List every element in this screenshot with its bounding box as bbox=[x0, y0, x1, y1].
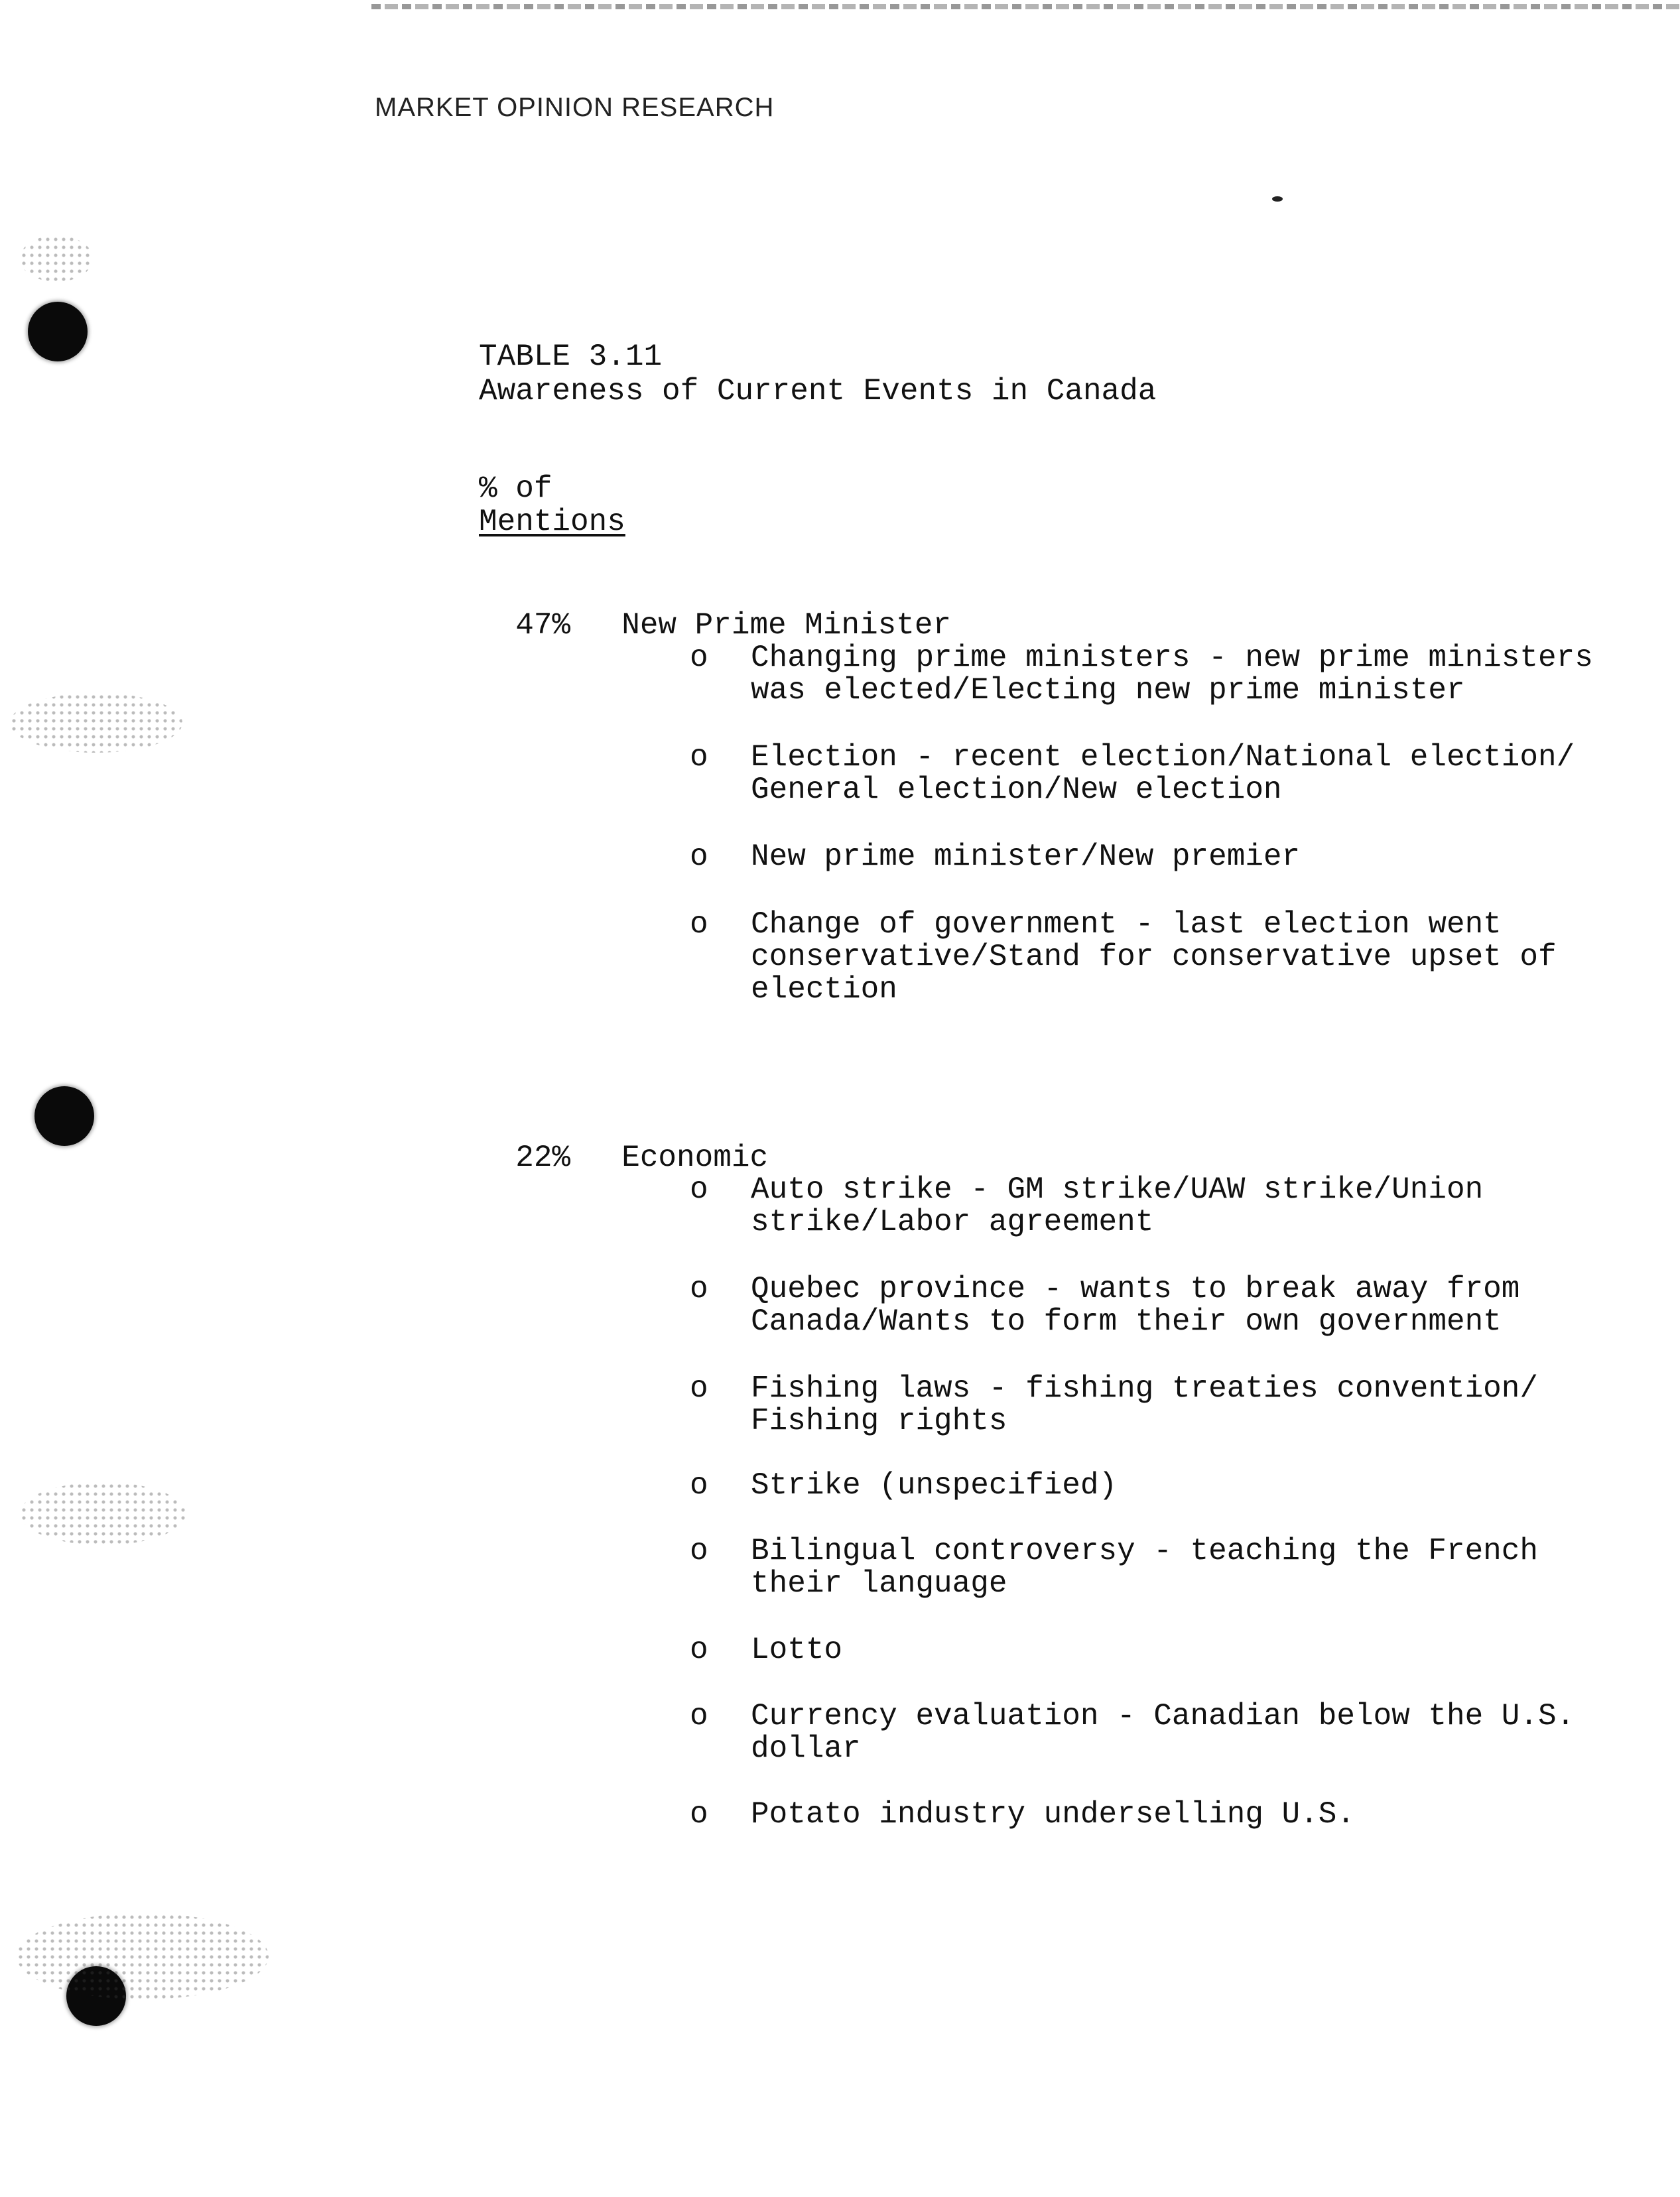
column-heading-line2: Mentions bbox=[479, 505, 625, 539]
table-title-block bbox=[479, 340, 1156, 408]
list-item-text: Bilingual controversy - teaching the French their language bbox=[751, 1534, 1538, 1601]
scan-speckle bbox=[10, 693, 182, 753]
bullet-icon: o bbox=[690, 1534, 708, 1568]
list-item-text: Quebec province - wants to break away from Canada/Wants to form their own government bbox=[751, 1272, 1520, 1339]
column-heading-line1: % of bbox=[479, 471, 552, 506]
category-label: New Prime Minister bbox=[621, 608, 952, 643]
list-item-text: Lotto bbox=[751, 1633, 843, 1667]
table-number: TABLE 3.11 bbox=[479, 340, 663, 374]
list-item-text: Changing prime ministers - new prime ministers was elected/Electing new prime minister bbox=[751, 641, 1593, 708]
bullet-icon: o bbox=[690, 641, 708, 675]
column-heading bbox=[479, 472, 625, 538]
bullet-icon: o bbox=[690, 740, 708, 775]
list-item-text: Auto strike - GM strike/UAW strike/Union strike/Labor agreement bbox=[751, 1172, 1484, 1239]
bullet-icon: o bbox=[690, 1172, 708, 1207]
category-percent: 47% bbox=[515, 608, 571, 643]
binder-hole bbox=[34, 1086, 94, 1146]
scan-speckle bbox=[20, 1482, 186, 1545]
category-label: Economic bbox=[621, 1141, 769, 1175]
bullet-icon: o bbox=[690, 907, 708, 942]
scan-speckle bbox=[20, 235, 93, 282]
table-title: Awareness of Current Events in Canada bbox=[479, 374, 1157, 408]
bullet-icon: o bbox=[690, 1272, 708, 1306]
list-item-text: Change of government - last election went conservative/Stand for conservative upset of election bbox=[751, 907, 1557, 1007]
list-item-text: Currency evaluation - Canadian below the U.S. dollar bbox=[751, 1699, 1575, 1766]
bullet-icon: o bbox=[690, 840, 708, 874]
scan-edge-artifact bbox=[371, 4, 1680, 9]
bullet-icon: o bbox=[690, 1468, 708, 1503]
scan-mark bbox=[1272, 196, 1283, 202]
bullet-icon: o bbox=[690, 1371, 708, 1406]
list-item-text: Strike (unspecified) bbox=[751, 1468, 1118, 1503]
category-row bbox=[479, 574, 951, 643]
org-header: MARKET OPINION RESEARCH bbox=[375, 93, 775, 122]
bullet-icon: o bbox=[690, 1797, 708, 1832]
category-row bbox=[479, 1106, 768, 1175]
list-item-text: Election - recent election/National election/ General election/New election bbox=[751, 740, 1575, 807]
bullet-icon: o bbox=[690, 1633, 708, 1667]
binder-hole bbox=[28, 302, 88, 361]
bullet-icon: o bbox=[690, 1699, 708, 1733]
list-item-text: New prime minister/New premier bbox=[751, 840, 1301, 874]
list-item-text: Potato industry underselling U.S. bbox=[751, 1797, 1355, 1832]
scan-speckle bbox=[17, 1913, 269, 1999]
list-item-text: Fishing laws - fishing treaties convention/ Fishing rights bbox=[751, 1371, 1538, 1438]
category-percent: 22% bbox=[515, 1141, 571, 1175]
